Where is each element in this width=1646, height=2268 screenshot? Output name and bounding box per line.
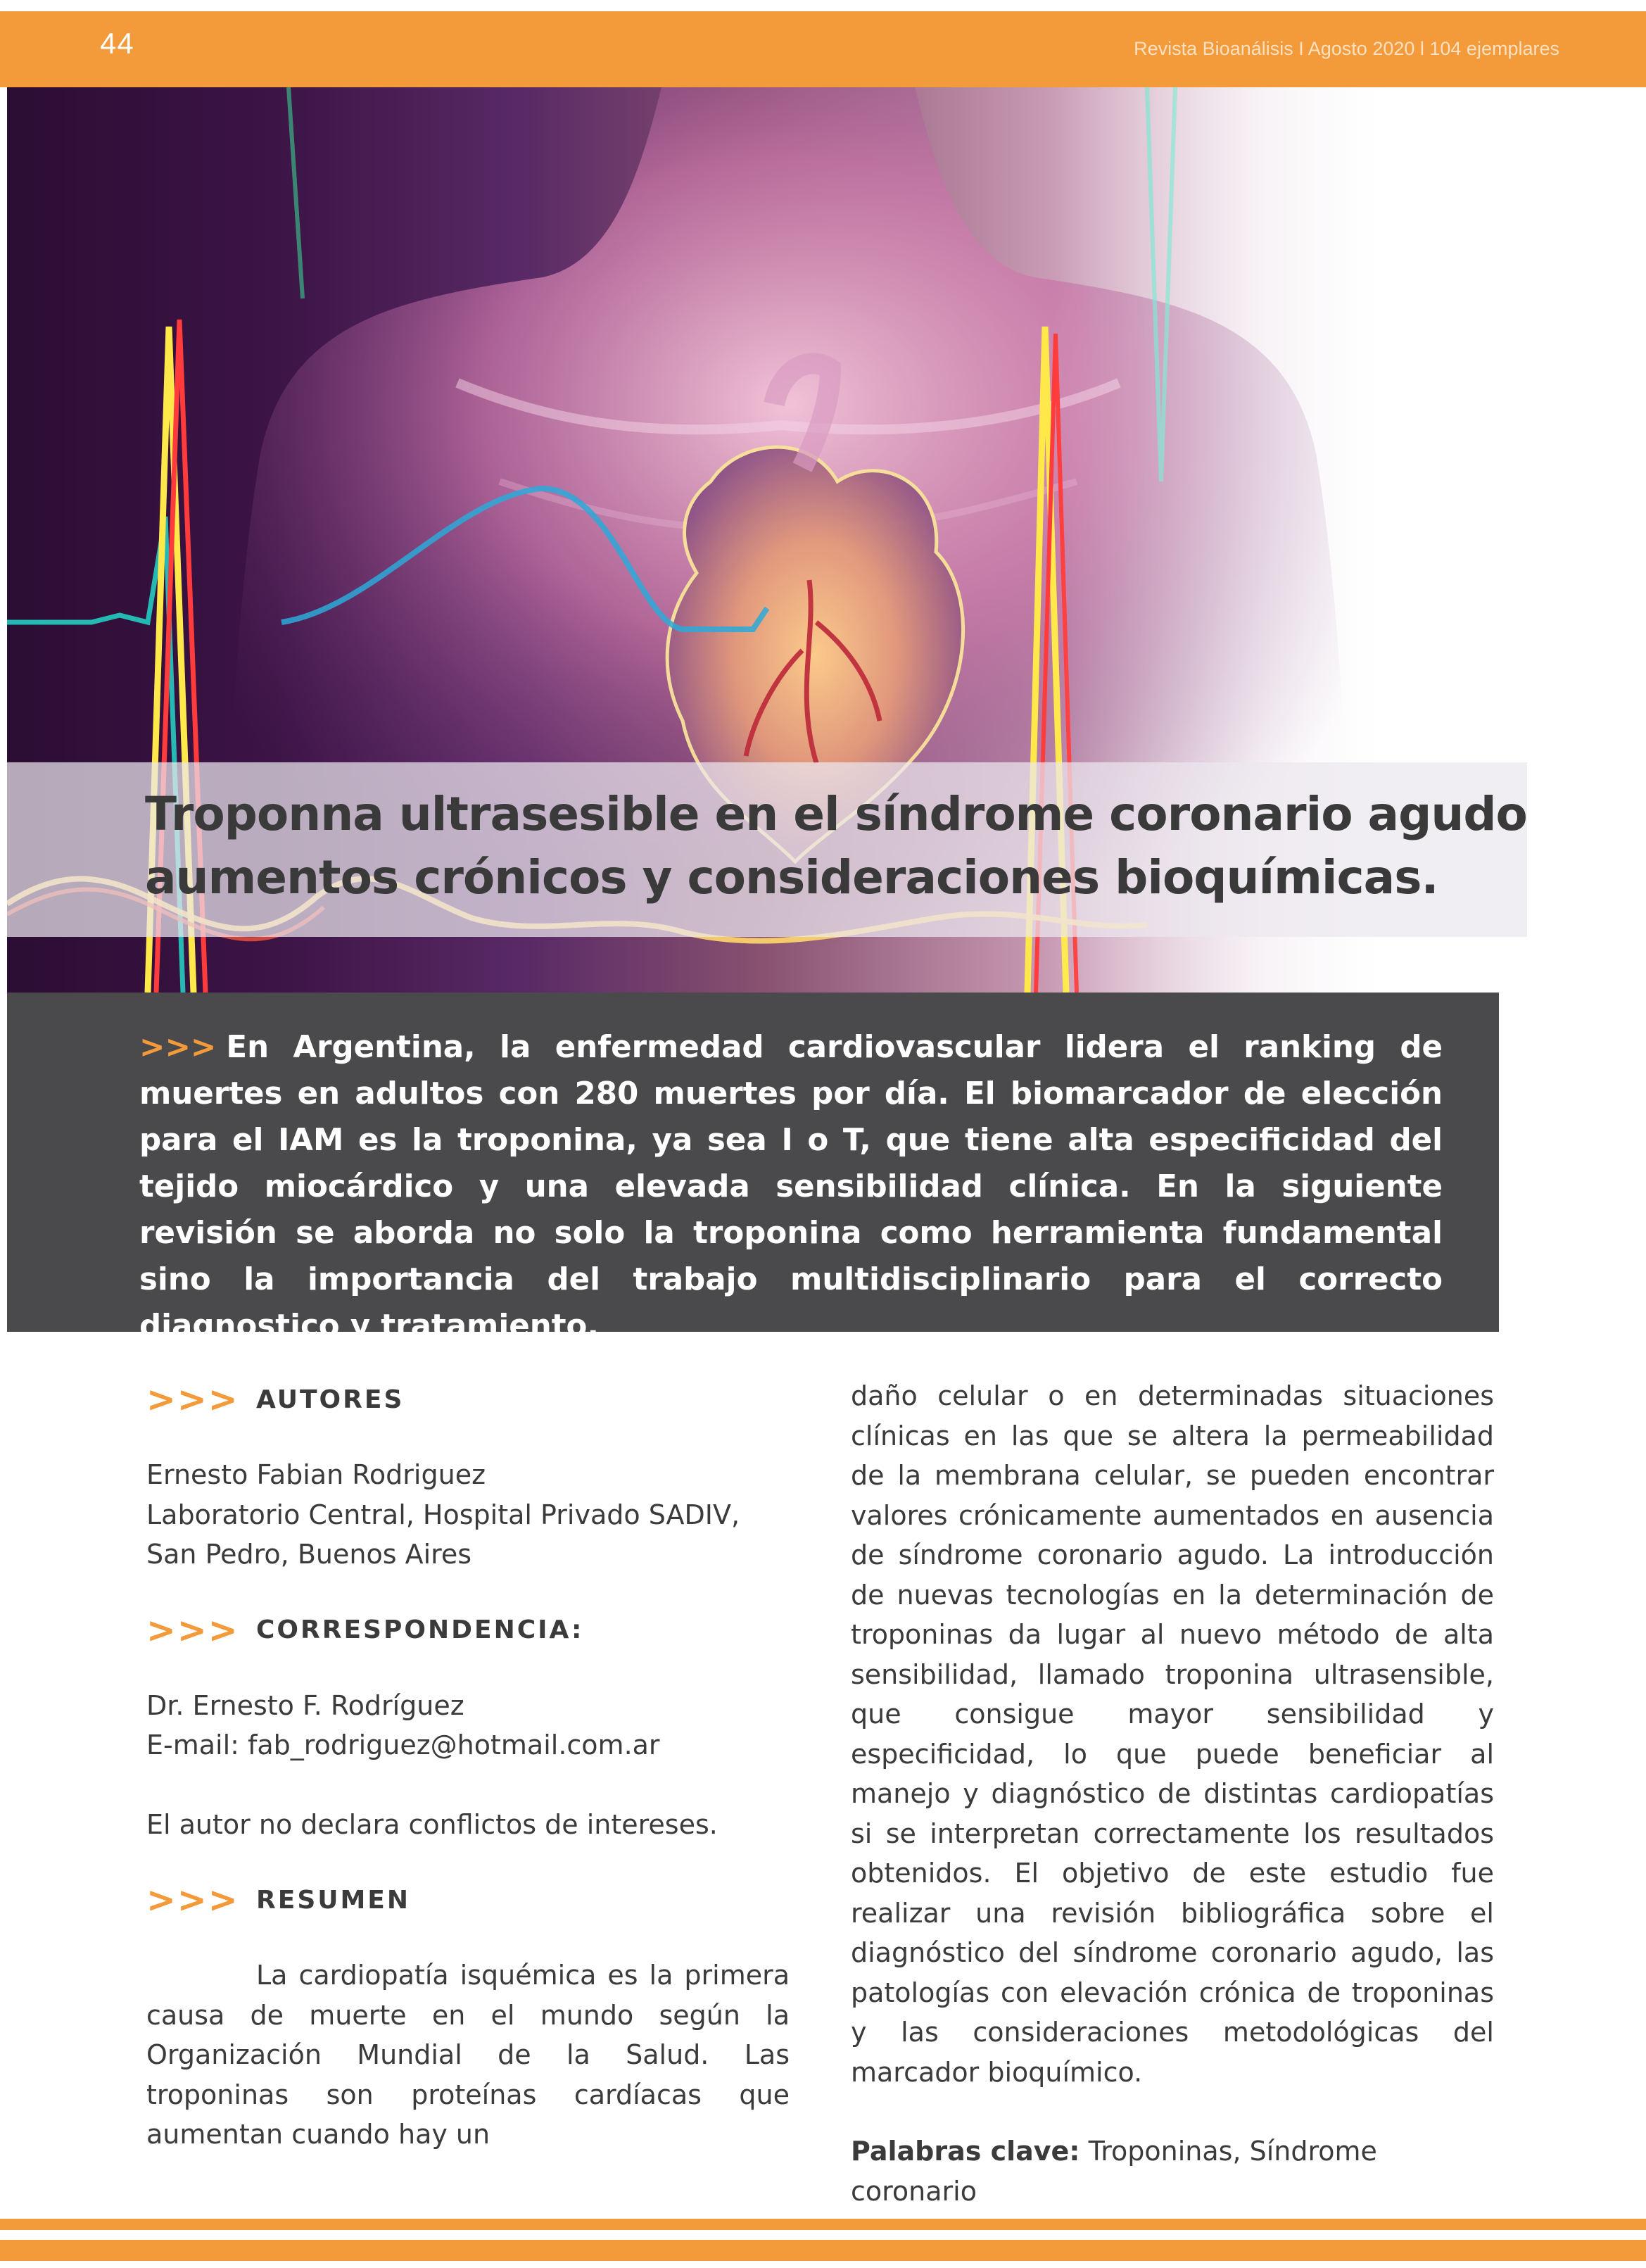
article-title-line-1: Troponna ultrasesible en el síndrome coronario agudo — [145, 787, 1527, 841]
keywords-value: Troponinas, Síndrome coronario — [851, 2136, 1377, 2207]
abstract-text — [139, 1024, 1443, 1349]
footer-line-top — [0, 2219, 1646, 2230]
triple-arrow-icon: >>> — [146, 1879, 239, 1920]
authors-heading — [146, 1376, 790, 1423]
keywords — [851, 2131, 1494, 2211]
article-title — [145, 783, 1527, 909]
summary-paragraph-continued: daño celular o en determinadas situaciones clínicas en las que se altera la permeabilidad de la membrana celular, se pueden encontrar valores crónicamente aumentados en ausencia de síndrome coronario agudo. La introducción de nuevas tecnologías en la determinación de troponinas da lugar al nuevo método de alta sensibilidad, llamado troponina ultrasensible, que consigue mayor sensibilidad y especificidad, lo que puede beneficiar al manejo y diagnóstico de distintas cardiopatías si se interpretan correctamente los resultados obtenidos. El objetivo de este estudio fue realizar una revisión bibliográfica sobre el diagnóstico del síndrome coronario agudo, las patologías con elevación crónica de troponinas y las consideraciones metodológicas del marcador bioquímico. — [851, 1380, 1494, 2088]
footer-line-bottom — [0, 2240, 1646, 2261]
abstract-body: En Argentina, la enfermedad cardiovascular lidera el ranking de muertes en adultos con 280 muertes por día. El biomarcador de elección para el IAM es la troponina, ya sea I o T, que tiene alta especificidad del tejido miocárdico y una elevada sensibilidad clínica. En la siguiente revisión se aborda no solo la troponina como herramienta fundamental sino la importancia del trabajo multidisciplinario para el correcto diagnostico y tratamiento. — [139, 1030, 1443, 1344]
article-title-line-2: aumentos crónicos y consideraciones bioquímicas. — [145, 850, 1438, 905]
keywords-label: Palabras clave: — [851, 2136, 1080, 2167]
author-affiliation: Laboratorio Central, Hospital Privado SADIV, San Pedro, Buenos Aires — [146, 1499, 740, 1570]
author-name: Ernesto Fabian Rodriguez — [146, 1459, 486, 1490]
summary-label: RESUMEN — [256, 1885, 411, 1915]
header-bar — [0, 11, 1646, 87]
correspondence-name: Dr. Ernesto F. Rodríguez — [146, 1689, 464, 1721]
left-column — [146, 1376, 790, 2155]
summary-heading — [146, 1877, 790, 1923]
correspondence-heading — [146, 1607, 790, 1653]
summary-paragraph-start: La cardiopatía isquémica es la primera causa de muerte en el mundo según la Organización Mundial de la Salud. Las troponinas son proteínas cardíacas que aumentan cuando hay un — [146, 1960, 790, 2150]
triple-arrow-icon: >>> — [146, 1379, 239, 1420]
abstract-arrow-icon: >>> — [139, 1030, 217, 1065]
conflicts-statement: El autor no declara conflictos de intereses. — [146, 1808, 718, 1840]
triple-arrow-icon: >>> — [146, 1609, 239, 1651]
journal-info: Revista Bioanálisis I Agosto 2020 l 104 ejemplares — [1134, 38, 1559, 59]
correspondence-email[interactable]: E-mail: fab_rodriguez@hotmail.com.ar — [146, 1730, 660, 1760]
authors-label: AUTORES — [256, 1385, 405, 1414]
correspondence-label: CORRESPONDENCIA: — [256, 1615, 584, 1644]
right-column — [851, 1376, 1494, 2211]
page-number: 44 — [100, 27, 134, 60]
